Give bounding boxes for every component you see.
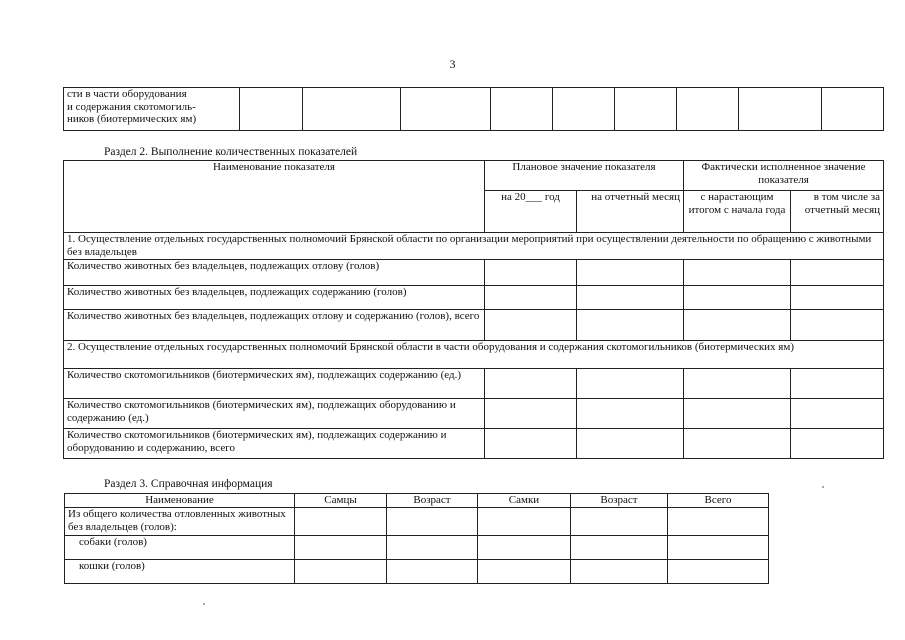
table-row-label: Количество животных без владельцев, подлежащих содержанию (голов) xyxy=(64,286,485,310)
empty-cell xyxy=(791,429,884,459)
empty-cell xyxy=(295,536,387,560)
header-cell: Возраст xyxy=(387,494,478,508)
table-row-label: Количество животных без владельцев, подлежащих отлову и содержанию (голов), всего xyxy=(64,310,485,341)
table-row-label: Из общего количества отловленных животных без владельцев (голов): xyxy=(65,508,295,536)
header-cell: Самцы xyxy=(295,494,387,508)
empty-cell xyxy=(387,508,478,536)
empty-cell xyxy=(684,429,791,459)
empty-cell xyxy=(240,88,303,131)
header-cell: Возраст xyxy=(571,494,668,508)
empty-cell xyxy=(387,536,478,560)
empty-cell xyxy=(577,260,684,286)
empty-cell xyxy=(303,88,401,131)
empty-cell xyxy=(668,536,769,560)
empty-cell xyxy=(485,399,577,429)
table-row-label: Количество животных без владельцев, подлежащих отлову (голов) xyxy=(64,260,485,286)
empty-cell xyxy=(577,310,684,341)
header-fact: Фактически исполненное значение показателя xyxy=(684,161,884,191)
empty-cell xyxy=(822,88,884,131)
empty-cell xyxy=(684,286,791,310)
empty-cell xyxy=(295,508,387,536)
empty-cell xyxy=(571,536,668,560)
empty-cell xyxy=(791,399,884,429)
empty-cell xyxy=(577,286,684,310)
empty-cell xyxy=(791,286,884,310)
empty-cell xyxy=(684,310,791,341)
empty-cell xyxy=(739,88,822,131)
empty-cell xyxy=(684,399,791,429)
header-cell: Самки xyxy=(478,494,571,508)
empty-cell xyxy=(485,429,577,459)
empty-cell xyxy=(491,88,553,131)
group2-heading: 2. Осуществление отдельных государственных полномочий Брянской области в части оборудования и содержания скотомогильников (биотермических ям) xyxy=(64,341,884,369)
empty-cell xyxy=(478,508,571,536)
section2-title: Раздел 2. Выполнение количественных показателей xyxy=(104,146,358,158)
empty-cell xyxy=(577,429,684,459)
header-fact-cumulative: с нарастающим итогом с начала года xyxy=(684,191,791,233)
empty-cell xyxy=(485,260,577,286)
header-fact-month: в том числе за отчетный месяц xyxy=(791,191,884,233)
empty-cell xyxy=(387,560,478,584)
empty-cell xyxy=(485,310,577,341)
empty-cell xyxy=(615,88,677,131)
empty-cell xyxy=(577,369,684,399)
header-cell: Наименование xyxy=(65,494,295,508)
section3-table xyxy=(64,493,769,584)
empty-cell xyxy=(684,260,791,286)
section3-title: Раздел 3. Справочная информация xyxy=(104,478,273,490)
empty-cell xyxy=(684,369,791,399)
table-row-label: кошки (голов) xyxy=(65,560,295,584)
empty-cell xyxy=(668,560,769,584)
empty-cell xyxy=(668,508,769,536)
section2-table xyxy=(63,160,884,459)
header-name: Наименование показателя xyxy=(64,161,485,233)
table-row-label: Количество скотомогильников (биотермических ям), подлежащих содержанию и оборудованию и содержанию, всего xyxy=(64,429,485,459)
empty-cell xyxy=(791,369,884,399)
group1-heading: 1. Осуществление отдельных государственных полномочий Брянской области по организации мероприятий при осуществлении деятельности по обращению с животными без владельцев xyxy=(64,233,884,260)
empty-cell xyxy=(571,560,668,584)
empty-cell xyxy=(401,88,491,131)
scan-speck xyxy=(203,603,205,605)
page-number: 3 xyxy=(449,57,456,71)
header-plan: Плановое значение показателя xyxy=(485,161,684,191)
empty-cell xyxy=(577,399,684,429)
empty-cell xyxy=(791,260,884,286)
header-plan-month: на отчетный месяц xyxy=(577,191,684,233)
empty-cell xyxy=(485,286,577,310)
table-row-label: Количество скотомогильников (биотермических ям), подлежащих оборудованию и содержанию (ед.) xyxy=(64,399,485,429)
table-row-label: Количество скотомогильников (биотермических ям), подлежащих содержанию (ед.) xyxy=(64,369,485,399)
empty-cell xyxy=(791,310,884,341)
empty-cell xyxy=(677,88,739,131)
header-plan-year: на 20___ год xyxy=(485,191,577,233)
fragment-text: сти в части оборудования и содержания скотомогиль- ников (биотермических ям) xyxy=(64,88,240,131)
empty-cell xyxy=(478,536,571,560)
empty-cell xyxy=(295,560,387,584)
header-cell: Всего xyxy=(668,494,769,508)
scan-speck xyxy=(822,486,824,488)
empty-cell xyxy=(485,369,577,399)
empty-cell xyxy=(478,560,571,584)
table-row-label: собаки (голов) xyxy=(65,536,295,560)
empty-cell xyxy=(571,508,668,536)
empty-cell xyxy=(553,88,615,131)
top-fragment-table xyxy=(63,87,884,131)
